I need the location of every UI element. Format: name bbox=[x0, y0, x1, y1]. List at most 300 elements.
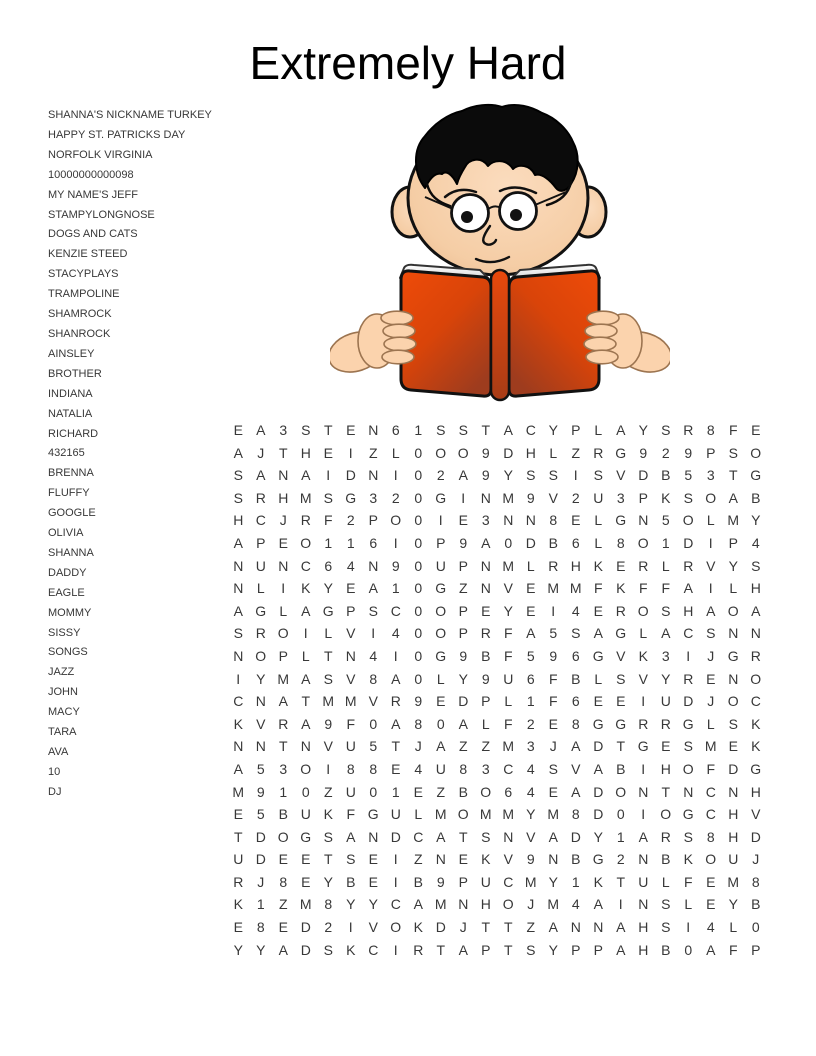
grid-letter: U bbox=[435, 557, 446, 574]
grid-letter: R bbox=[278, 715, 289, 732]
grid-letter: A bbox=[233, 760, 243, 777]
grid-letter: O bbox=[435, 444, 447, 461]
grid-letter: A bbox=[706, 602, 716, 619]
grid-letter: K bbox=[593, 873, 603, 890]
grid-letter: D bbox=[435, 919, 446, 936]
grid-letter: F bbox=[323, 512, 333, 529]
grid-letter: 0 bbox=[414, 557, 423, 574]
grid-letter: 0 bbox=[504, 534, 513, 551]
grid-letter: U bbox=[390, 806, 401, 823]
grid-letter: S bbox=[661, 919, 671, 936]
grid-letter: N bbox=[368, 557, 379, 574]
grid-letter: G bbox=[435, 580, 447, 597]
grid-letter: B bbox=[278, 806, 288, 823]
grid-letter: E bbox=[571, 512, 581, 529]
grid-letter: C bbox=[413, 828, 424, 845]
grid-letter: P bbox=[728, 534, 738, 551]
grid-letter: 5 bbox=[256, 760, 265, 777]
grid-letter: E bbox=[526, 602, 536, 619]
grid-letter: T bbox=[481, 422, 491, 438]
grid-letter: A bbox=[571, 738, 581, 755]
grid-letter: M bbox=[434, 806, 447, 823]
grid-letter: N bbox=[233, 738, 244, 755]
grid-letter: G bbox=[255, 602, 267, 619]
grid-letter: L bbox=[504, 693, 513, 710]
grid-letter: 2 bbox=[661, 444, 670, 461]
grid-letter: 9 bbox=[436, 873, 445, 890]
grid-letter: L bbox=[594, 534, 603, 551]
grid-letter: I bbox=[708, 580, 713, 597]
grid-letter: A bbox=[548, 919, 558, 936]
grid-letter: Y bbox=[323, 580, 333, 597]
grid-letter: S bbox=[548, 760, 558, 777]
word-list bbox=[48, 106, 212, 803]
grid-letter: 9 bbox=[549, 647, 558, 664]
grid-row bbox=[227, 600, 767, 623]
grid-letter: L bbox=[324, 625, 333, 642]
grid-letter: H bbox=[278, 489, 289, 506]
grid-letter: G bbox=[300, 828, 312, 845]
grid-letter: 2 bbox=[391, 489, 400, 506]
grid-letter: 5 bbox=[684, 467, 693, 484]
grid-letter: P bbox=[458, 625, 468, 642]
grid-letter: 0 bbox=[301, 783, 310, 800]
grid-letter: N bbox=[750, 625, 761, 642]
grid-letter: 0 bbox=[616, 806, 625, 823]
grid-letter: L bbox=[661, 873, 670, 890]
grid-letter: H bbox=[300, 444, 311, 461]
grid-letter: 4 bbox=[751, 534, 760, 551]
grid-letter: K bbox=[751, 738, 761, 755]
grid-letter: D bbox=[570, 828, 581, 845]
grid-letter: 8 bbox=[616, 534, 625, 551]
grid-row bbox=[227, 916, 767, 939]
grid-letter: 2 bbox=[526, 715, 535, 732]
grid-letter: I bbox=[393, 647, 398, 664]
grid-letter: P bbox=[751, 941, 761, 958]
grid-letter: O bbox=[750, 444, 762, 461]
grid-row bbox=[227, 645, 767, 668]
grid-letter: 2 bbox=[324, 919, 333, 936]
grid-letter: C bbox=[233, 693, 244, 710]
grid-letter: I bbox=[573, 467, 578, 484]
grid-letter: F bbox=[728, 941, 738, 958]
grid-letter: O bbox=[705, 851, 717, 868]
grid-letter: A bbox=[593, 896, 603, 913]
grid-letter: U bbox=[255, 557, 266, 574]
grid-letter: P bbox=[278, 647, 288, 664]
grid-letter: M bbox=[479, 806, 492, 823]
grid-letter: 1 bbox=[391, 783, 400, 800]
grid-letter: V bbox=[503, 580, 513, 597]
grid-letter: H bbox=[750, 783, 761, 800]
grid-letter: 6 bbox=[324, 557, 333, 574]
grid-letter: N bbox=[728, 670, 739, 687]
grid-letter: I bbox=[371, 625, 376, 642]
grid-letter: M bbox=[232, 783, 245, 800]
grid-letter: 4 bbox=[571, 602, 580, 619]
grid-letter: O bbox=[255, 647, 267, 664]
grid-letter: 1 bbox=[256, 896, 265, 913]
grid-letter: 9 bbox=[481, 670, 490, 687]
grid-letter: P bbox=[481, 941, 491, 958]
grid-letter: N bbox=[548, 851, 559, 868]
grid-letter: P bbox=[481, 693, 491, 710]
grid-letter: Y bbox=[638, 422, 648, 438]
grid-letter: D bbox=[255, 851, 266, 868]
grid-letter: A bbox=[346, 828, 356, 845]
word-list-item: NATALIA bbox=[48, 407, 93, 420]
grid-letter: R bbox=[660, 715, 671, 732]
grid-letter: S bbox=[683, 828, 693, 845]
word-list-item: NORFOLK VIRGINIA bbox=[48, 148, 153, 161]
grid-letter: A bbox=[683, 580, 693, 597]
grid-letter: V bbox=[571, 760, 581, 777]
grid-letter: N bbox=[233, 580, 244, 597]
word-list-item: DJ bbox=[48, 785, 62, 798]
grid-letter: A bbox=[436, 828, 446, 845]
grid-letter: I bbox=[438, 512, 443, 529]
grid-letter: M bbox=[727, 873, 740, 890]
grid-letter: G bbox=[615, 625, 627, 642]
grid-letter: E bbox=[458, 851, 468, 868]
grid-letter: V bbox=[346, 670, 356, 687]
grid-row bbox=[227, 668, 767, 691]
grid-letter: 8 bbox=[571, 715, 580, 732]
grid-letter: 1 bbox=[346, 534, 355, 551]
grid-row bbox=[227, 939, 767, 962]
grid-letter: I bbox=[236, 670, 241, 687]
grid-letter: E bbox=[323, 444, 333, 461]
grid-letter: H bbox=[750, 580, 761, 597]
grid-letter: V bbox=[616, 467, 626, 484]
grid-letter: B bbox=[413, 873, 423, 890]
grid-row bbox=[227, 735, 767, 758]
word-list-item: SHANNA bbox=[48, 546, 94, 559]
grid-letter: H bbox=[728, 806, 739, 823]
grid-letter: B bbox=[661, 467, 671, 484]
grid-letter: L bbox=[594, 670, 603, 687]
grid-letter: S bbox=[548, 467, 558, 484]
grid-letter: A bbox=[481, 534, 491, 551]
grid-letter: 5 bbox=[661, 512, 670, 529]
grid-letter: D bbox=[728, 760, 739, 777]
grid-letter: 6 bbox=[391, 422, 400, 438]
grid-letter: R bbox=[683, 557, 694, 574]
grid-letter: N bbox=[233, 647, 244, 664]
grid-letter: A bbox=[706, 941, 716, 958]
grid-letter: F bbox=[346, 715, 356, 732]
grid-letter: 9 bbox=[481, 467, 490, 484]
grid-letter: C bbox=[300, 557, 311, 574]
grid-letter: A bbox=[548, 828, 558, 845]
grid-letter: A bbox=[593, 760, 603, 777]
grid-letter: V bbox=[256, 715, 266, 732]
grid-letter: 0 bbox=[414, 444, 423, 461]
grid-letter: L bbox=[639, 625, 648, 642]
grid-letter: M bbox=[547, 580, 560, 597]
grid-row bbox=[227, 464, 767, 487]
grid-letter: A bbox=[661, 625, 671, 642]
grid-letter: 1 bbox=[279, 783, 288, 800]
grid-letter: S bbox=[728, 715, 738, 732]
grid-letter: U bbox=[503, 670, 514, 687]
grid-letter: A bbox=[301, 602, 311, 619]
grid-letter: H bbox=[525, 444, 536, 461]
grid-letter: N bbox=[368, 422, 379, 438]
grid-letter: N bbox=[278, 467, 289, 484]
grid-letter: A bbox=[571, 783, 581, 800]
grid-letter: M bbox=[547, 896, 560, 913]
grid-letter: M bbox=[277, 670, 290, 687]
grid-letter: T bbox=[278, 444, 288, 461]
grid-letter: S bbox=[683, 738, 693, 755]
grid-letter: Y bbox=[256, 670, 266, 687]
grid-letter: 0 bbox=[414, 467, 423, 484]
grid-letter: J bbox=[414, 738, 422, 755]
grid-letter: D bbox=[683, 534, 694, 551]
grid-letter: D bbox=[750, 828, 761, 845]
grid-letter: O bbox=[682, 512, 694, 529]
grid-letter: S bbox=[661, 896, 671, 913]
grid-letter: E bbox=[706, 896, 716, 913]
grid-letter: K bbox=[481, 851, 491, 868]
word-list-item: STACYPLAYS bbox=[48, 268, 119, 281]
word-list-item: KENZIE STEED bbox=[48, 248, 128, 261]
grid-letter: E bbox=[728, 738, 738, 755]
grid-letter: V bbox=[706, 557, 716, 574]
grid-letter: L bbox=[526, 557, 535, 574]
grid-letter: Y bbox=[458, 670, 468, 687]
grid-letter: U bbox=[480, 873, 491, 890]
grid-letter: T bbox=[301, 693, 311, 710]
grid-letter: F bbox=[661, 580, 671, 597]
grid-letter: P bbox=[638, 489, 648, 506]
grid-letter: V bbox=[638, 670, 648, 687]
grid-letter: 0 bbox=[414, 489, 423, 506]
grid-letter: A bbox=[278, 693, 288, 710]
grid-letter: M bbox=[502, 806, 515, 823]
grid-letter: M bbox=[434, 896, 447, 913]
grid-row bbox=[227, 803, 767, 826]
grid-letter: E bbox=[413, 783, 423, 800]
grid-letter: 9 bbox=[459, 647, 468, 664]
grid-letter: J bbox=[279, 512, 287, 529]
grid-letter: A bbox=[413, 896, 423, 913]
grid-letter: L bbox=[684, 896, 693, 913]
grid-letter: N bbox=[728, 625, 739, 642]
grid-letter: 4 bbox=[706, 919, 715, 936]
grid-letter: S bbox=[616, 670, 626, 687]
grid-letter: I bbox=[348, 444, 353, 461]
grid-row bbox=[227, 781, 767, 804]
grid-letter: Y bbox=[548, 941, 558, 958]
grid-letter: E bbox=[593, 602, 603, 619]
grid-letter: L bbox=[436, 670, 445, 687]
grid-letter: T bbox=[323, 647, 333, 664]
grid-letter: R bbox=[300, 512, 311, 529]
grid-letter: M bbox=[344, 693, 357, 710]
grid-letter: T bbox=[278, 738, 288, 755]
grid-letter: S bbox=[526, 467, 536, 484]
grid-letter: 9 bbox=[639, 444, 648, 461]
grid-letter: T bbox=[233, 828, 243, 845]
grid-letter: 0 bbox=[414, 580, 423, 597]
grid-letter: G bbox=[682, 715, 694, 732]
grid-letter: N bbox=[638, 851, 649, 868]
grid-letter: O bbox=[480, 783, 492, 800]
grid-letter: O bbox=[682, 760, 694, 777]
grid-letter: V bbox=[548, 489, 558, 506]
grid-letter: R bbox=[638, 715, 649, 732]
grid-letter: Y bbox=[728, 557, 738, 574]
grid-letter: Y bbox=[728, 896, 738, 913]
grid-letter: R bbox=[548, 557, 559, 574]
grid-letter: Y bbox=[593, 828, 603, 845]
grid-letter: 8 bbox=[706, 828, 715, 845]
grid-letter: D bbox=[300, 919, 311, 936]
grid-letter: 8 bbox=[459, 760, 468, 777]
grid-letter: 8 bbox=[324, 896, 333, 913]
grid-letter: J bbox=[459, 919, 467, 936]
grid-letter: O bbox=[750, 670, 762, 687]
grid-letter: 1 bbox=[526, 693, 535, 710]
grid-letter: H bbox=[638, 919, 649, 936]
grid-letter: I bbox=[281, 580, 286, 597]
grid-letter: D bbox=[345, 467, 356, 484]
grid-letter: 9 bbox=[526, 489, 535, 506]
grid-letter: 5 bbox=[549, 625, 558, 642]
grid-letter: N bbox=[638, 896, 649, 913]
grid-letter: 8 bbox=[369, 670, 378, 687]
grid-letter: A bbox=[458, 941, 468, 958]
grid-letter: Y bbox=[323, 873, 333, 890]
grid-letter: I bbox=[326, 467, 331, 484]
grid-letter: 2 bbox=[616, 851, 625, 868]
grid-letter: G bbox=[322, 602, 334, 619]
grid-letter: S bbox=[458, 422, 468, 438]
grid-letter: P bbox=[346, 602, 356, 619]
grid-letter: A bbox=[751, 602, 761, 619]
grid-letter: N bbox=[300, 738, 311, 755]
grid-letter: 2 bbox=[571, 489, 580, 506]
grid-letter: P bbox=[458, 602, 468, 619]
grid-letter: 8 bbox=[751, 873, 760, 890]
grid-letter: M bbox=[704, 738, 717, 755]
grid-letter: T bbox=[503, 919, 513, 936]
grid-letter: U bbox=[345, 783, 356, 800]
word-list-item: BROTHER bbox=[48, 367, 102, 380]
grid-letter: H bbox=[480, 896, 491, 913]
grid-letter: I bbox=[686, 919, 691, 936]
grid-letter: Z bbox=[571, 444, 581, 461]
grid-letter: P bbox=[458, 557, 468, 574]
grid-letter: E bbox=[391, 760, 401, 777]
grid-letter: K bbox=[661, 489, 671, 506]
grid-letter: G bbox=[615, 512, 627, 529]
grid-letter: Z bbox=[526, 919, 536, 936]
grid-letter: C bbox=[368, 941, 379, 958]
grid-letter: J bbox=[707, 693, 715, 710]
grid-letter: 6 bbox=[571, 647, 580, 664]
grid-letter: Z bbox=[323, 783, 333, 800]
grid-letter: F bbox=[548, 670, 558, 687]
grid-letter: S bbox=[233, 625, 243, 642]
grid-letter: G bbox=[637, 738, 649, 755]
grid-letter: C bbox=[503, 873, 514, 890]
grid-letter: E bbox=[526, 580, 536, 597]
grid-letter: D bbox=[255, 828, 266, 845]
grid-letter: E bbox=[751, 422, 761, 438]
grid-letter: 4 bbox=[346, 557, 355, 574]
grid-letter: U bbox=[300, 806, 311, 823]
grid-letter: R bbox=[683, 670, 694, 687]
grid-letter: N bbox=[683, 783, 694, 800]
grid-letter: G bbox=[750, 760, 762, 777]
grid-letter: P bbox=[571, 422, 581, 438]
grid-letter: Y bbox=[503, 467, 513, 484]
grid-letter: D bbox=[458, 693, 469, 710]
grid-letter: D bbox=[683, 693, 694, 710]
grid-letter: I bbox=[393, 851, 398, 868]
grid-letter: N bbox=[480, 557, 491, 574]
grid-letter: O bbox=[457, 444, 469, 461]
grid-letter: I bbox=[618, 896, 623, 913]
grid-letter: B bbox=[346, 873, 356, 890]
word-list-item: RICHARD bbox=[48, 427, 99, 440]
grid-letter: N bbox=[638, 512, 649, 529]
grid-letter: P bbox=[706, 444, 716, 461]
grid-letter: S bbox=[706, 625, 716, 642]
grid-letter: G bbox=[615, 444, 627, 461]
grid-letter: 5 bbox=[256, 806, 265, 823]
grid-letter: U bbox=[233, 851, 244, 868]
grid-letter: P bbox=[458, 873, 468, 890]
grid-letter: G bbox=[682, 806, 694, 823]
grid-letter: 3 bbox=[279, 760, 288, 777]
word-list-item: EAGLE bbox=[48, 586, 85, 599]
grid-letter: E bbox=[616, 557, 626, 574]
grid-letter: U bbox=[435, 760, 446, 777]
grid-letter: P bbox=[368, 512, 378, 529]
grid-row bbox=[227, 577, 767, 600]
grid-letter: A bbox=[458, 715, 468, 732]
grid-letter: M bbox=[299, 489, 312, 506]
grid-letter: S bbox=[481, 828, 491, 845]
grid-letter: O bbox=[502, 896, 514, 913]
grid-letter: 0 bbox=[751, 919, 760, 936]
book-spine bbox=[491, 270, 509, 400]
grid-letter: K bbox=[751, 715, 761, 732]
grid-letter: E bbox=[278, 851, 288, 868]
grid-letter: E bbox=[233, 422, 243, 438]
grid-letter: 5 bbox=[369, 738, 378, 755]
grid-row bbox=[227, 871, 767, 894]
grid-letter: Y bbox=[751, 512, 761, 529]
grid-letter: E bbox=[661, 738, 671, 755]
grid-letter: 6 bbox=[526, 670, 535, 687]
grid-row bbox=[227, 848, 767, 871]
grid-letter: N bbox=[345, 647, 356, 664]
grid-letter: I bbox=[641, 693, 646, 710]
grid-letter: S bbox=[233, 489, 243, 506]
grid-letter: 6 bbox=[504, 783, 513, 800]
grid-letter: 0 bbox=[369, 783, 378, 800]
grid-letter: J bbox=[527, 896, 535, 913]
grid-letter: 8 bbox=[549, 512, 558, 529]
grid-letter: G bbox=[592, 715, 604, 732]
grid-letter: Z bbox=[413, 851, 423, 868]
